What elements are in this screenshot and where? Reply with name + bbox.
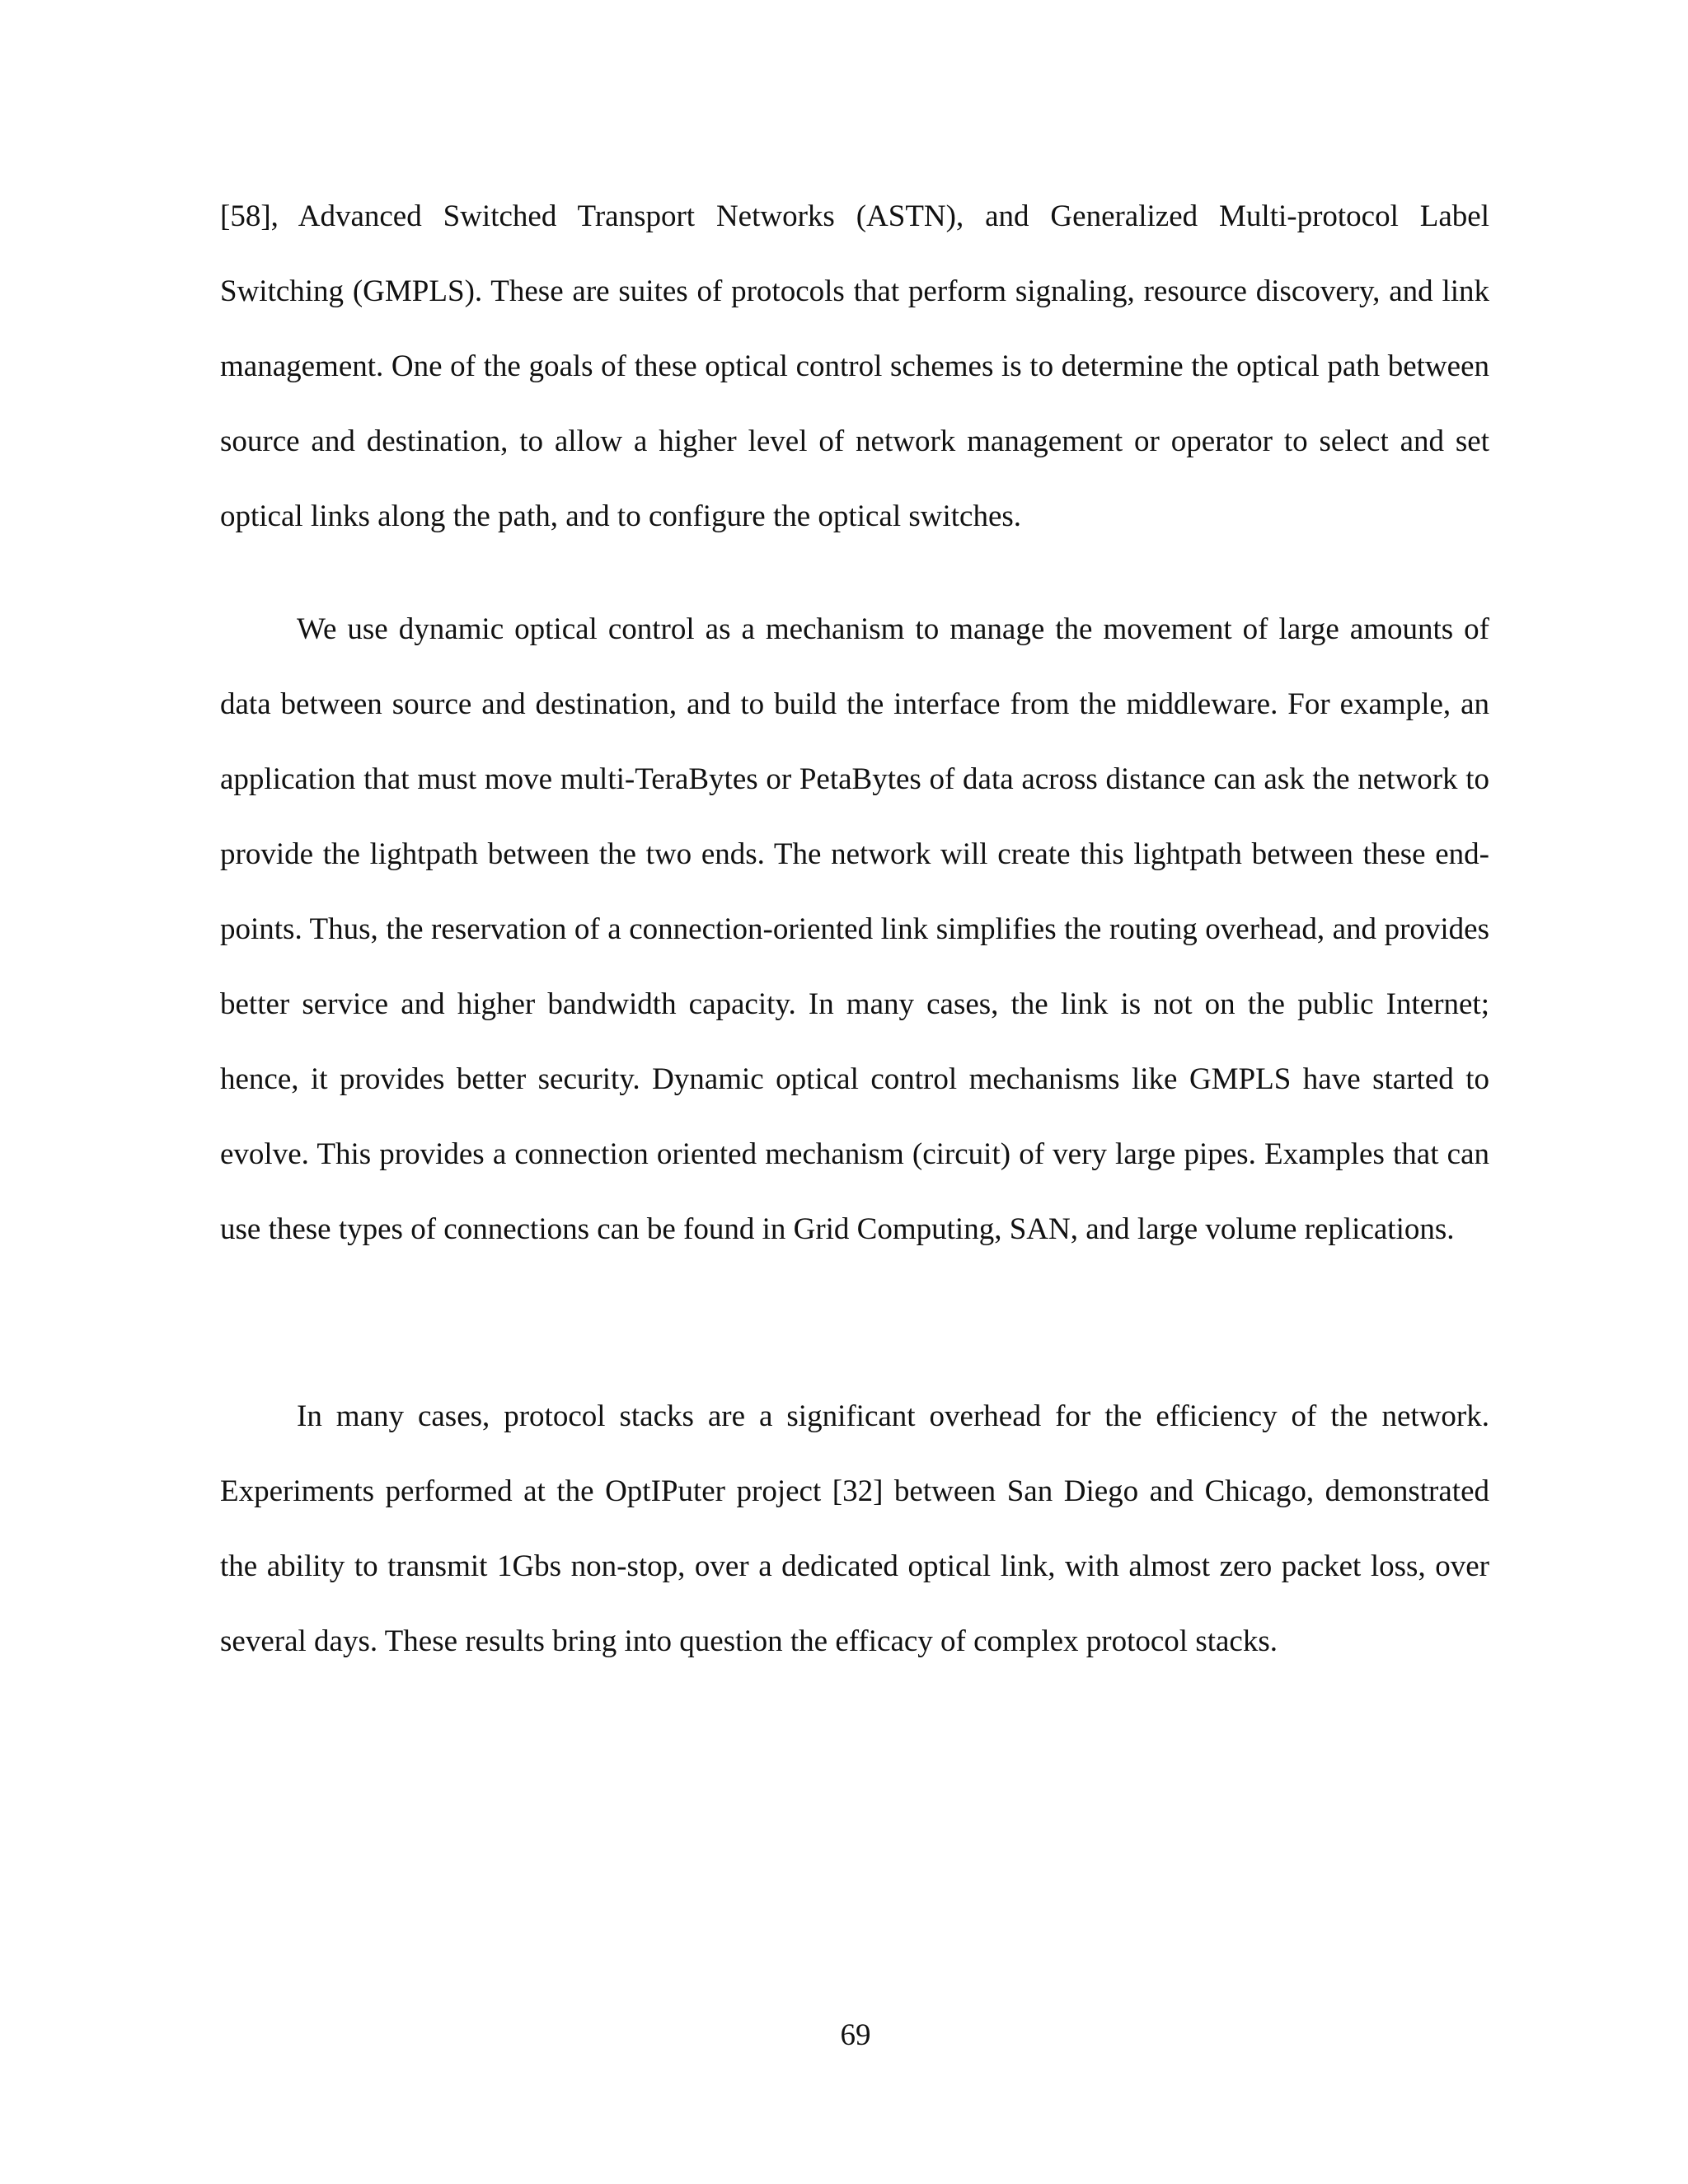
paragraph-protocol-stacks: In many cases, protocol stacks are a significant overhead for the efficiency of the network. Experiments performed at the OptIPuter project [32] between San Diego and Chicago, demonstrated the ability to transmit 1Gbs non-stop, over a dedicated optical link, with almost zero packet loss, over several days. These results bring into question the efficacy of complex protocol stacks. xyxy=(220,1399,1489,1658)
paragraph-continuation: [58], Advanced Switched Transport Networks (ASTN), and Generalized Multi-protocol Label Switching (GMPLS). These are suites of protocols that perform signaling, resource discovery, and link management. One of the goals of these optical control schemes is to determine the optical path between source and destination, to allow a higher level of network management or operator to select and set optical links along the path, and to configure the optical switches. xyxy=(220,199,1489,533)
page-number: 69 xyxy=(840,2018,871,2052)
paragraph-dynamic-optical-control: We use dynamic optical control as a mechanism to manage the movement of large amounts of data between source and destination, and to build the interface from the middleware. For example, an application that must move multi-TeraBytes or PetaBytes of data across distance can ask the network to provide the lightpath between the two ends. The network will create this lightpath between these end-points. Thus, the reservation of a connection-oriented link simplifies the routing overhead, and provides better service and higher bandwidth capacity. In many cases, the link is not on the public Internet; hence, it provides better security. Dynamic optical control mechanisms like GMPLS have started to evolve. This provides a connection oriented mechanism (circuit) of very large pipes. Examples that can use these types of connections can be found in Grid Computing, SAN, and large volume replications. xyxy=(220,612,1489,1246)
